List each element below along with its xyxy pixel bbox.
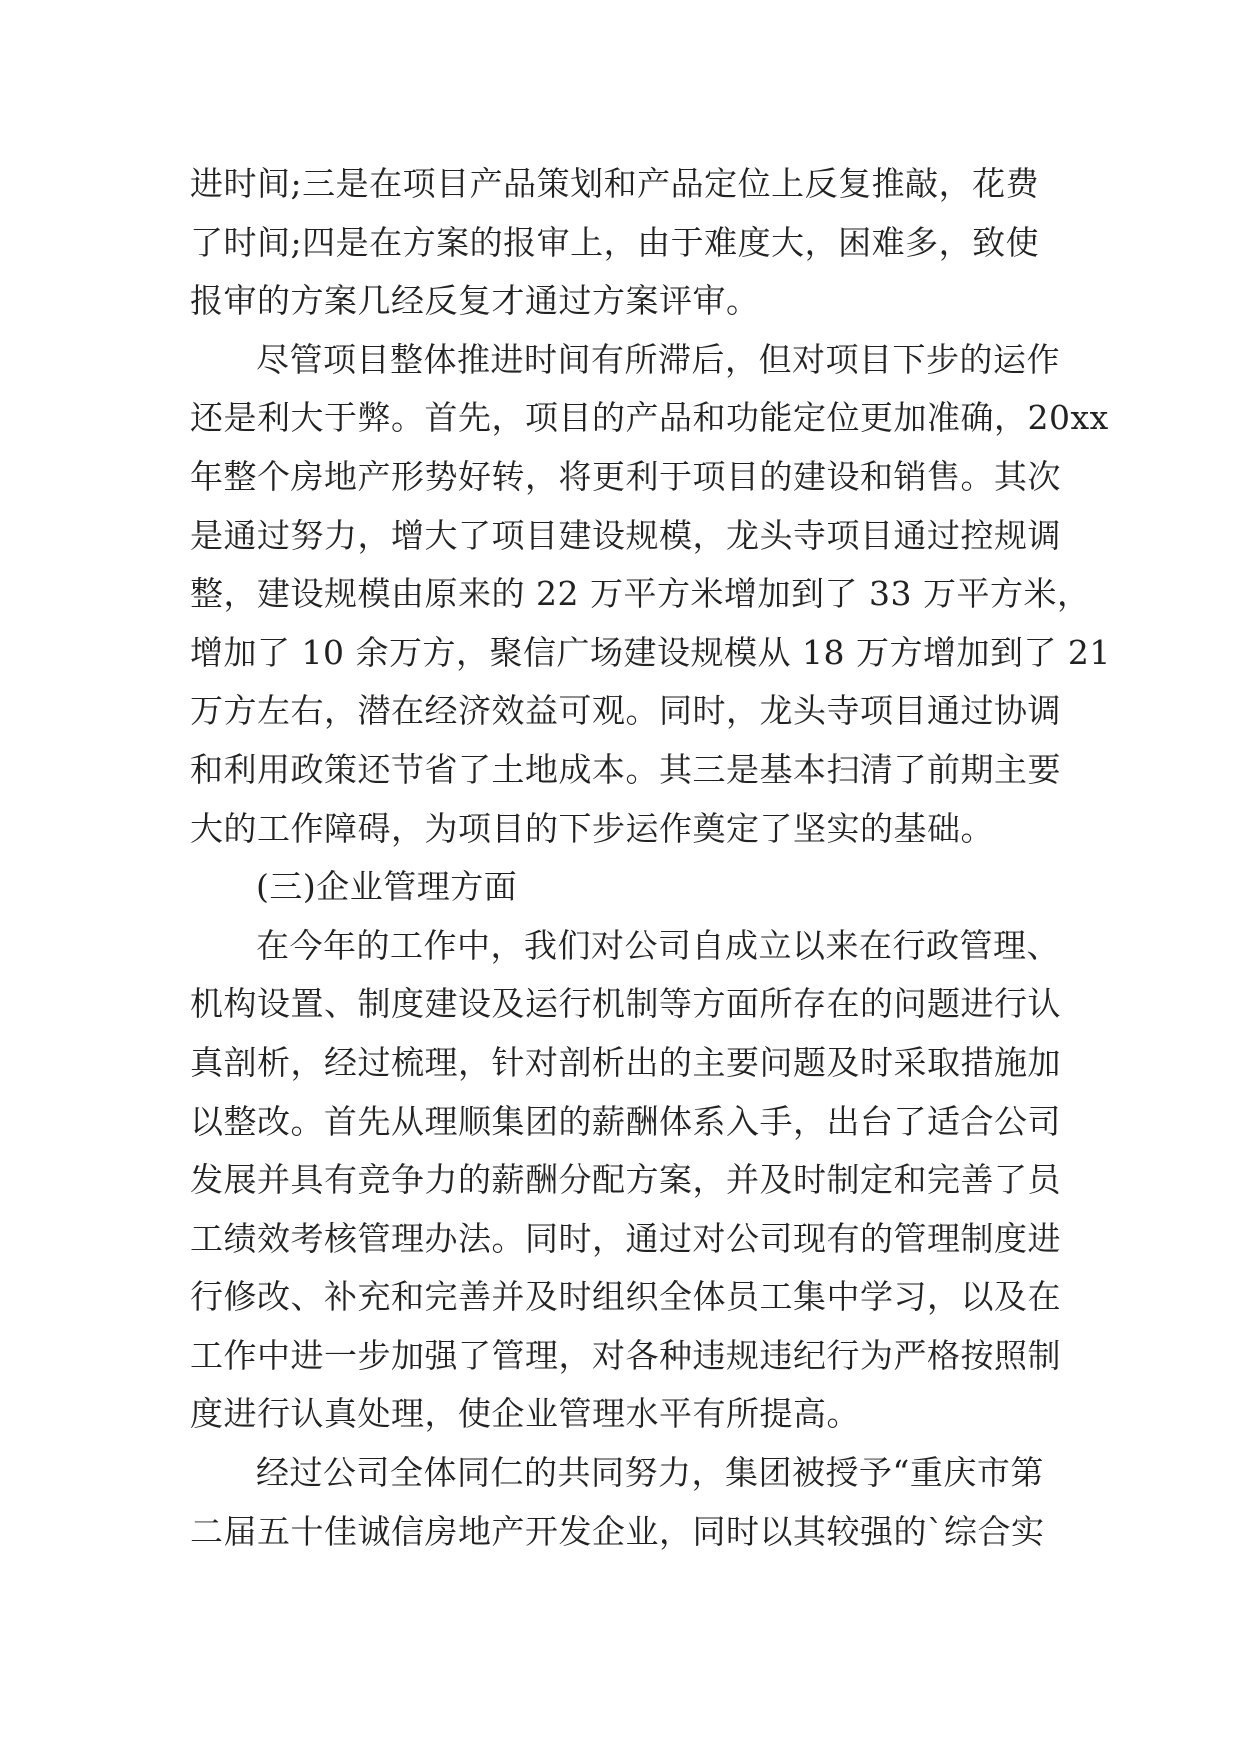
text-line: 了时间;四是在方案的报审上，由于难度大，困难多，致使 (190, 222, 1040, 262)
text-line: 工作中进一步加强了管理，对各种违规违纪行为严格按照制 (190, 1335, 1061, 1375)
text-line: 和利用政策还节省了土地成本。其三是基本扫清了前期主要 (190, 749, 1061, 789)
text-line: 尽管项目整体推进时间有所滞后，但对项目下步的运作 (256, 339, 1060, 379)
text-line: 还是利大于弊。首先，项目的产品和功能定位更加准确，20xx (190, 398, 1109, 438)
text-line: 度进行认真处理，使企业管理水平有所提高。 (190, 1394, 860, 1434)
paragraph-2 (190, 331, 1111, 858)
text-line: 年整个房地产形势好转，将更利于项目的建设和销售。其次 (190, 456, 1061, 496)
text-line: 二届五十佳诚信房地产开发企业，同时以其较强的`综合实 (190, 1511, 1045, 1551)
text-line: 大的工作障碍，为项目的下步运作奠定了坚实的基础。 (190, 808, 994, 848)
text-line: 真剖析，经过梳理，针对剖析出的主要问题及时采取措施加 (190, 1042, 1061, 1082)
text-line: 是通过努力，增大了项目建设规模，龙头寺项目通过控规调 (190, 515, 1061, 555)
text-line: 万方左右，潜在经济效益可观。同时，龙头寺项目通过协调 (190, 691, 1061, 731)
text-line: 机构设置、制度建设及运行机制等方面所存在的问题进行认 (190, 984, 1061, 1024)
text-line: 行修改、补充和完善并及时组织全体员工集中学习，以及在 (190, 1277, 1061, 1317)
paragraph-1 (190, 155, 1052, 331)
text-line: 以整改。首先从理顺集团的薪酬体系入手，出台了适合公司 (190, 1101, 1061, 1141)
document-body (190, 155, 1111, 1561)
text-line: 整，建设规模由原来的 22 万平方米增加到了 33 万平方米， (190, 574, 1091, 614)
text-line: 经过公司全体同仁的共同努力，集团被授予“重庆市第 (256, 1453, 1044, 1493)
text-line: 工绩效考核管理办法。同时，通过对公司现有的管理制度进 (190, 1218, 1061, 1258)
text-line: 在今年的工作中，我们对公司自成立以来在行政管理、 (256, 925, 1060, 965)
section-heading-text: (三)企业管理方面 (256, 867, 518, 907)
paragraph-4 (190, 1444, 1052, 1561)
text-line: 发展并具有竞争力的薪酬分配方案，并及时制定和完善了员 (190, 1160, 1061, 1200)
paragraph-3 (190, 917, 1061, 1444)
text-line: 增加了 10 余万方，聚信广场建设规模从 18 万方增加到了 21 (190, 632, 1111, 672)
section-heading (190, 858, 1052, 917)
text-line: 报审的方案几经反复才通过方案评审。 (190, 281, 760, 321)
text-line: 进时间;三是在项目产品策划和产品定位上反复推敲，花费 (190, 164, 1040, 203)
